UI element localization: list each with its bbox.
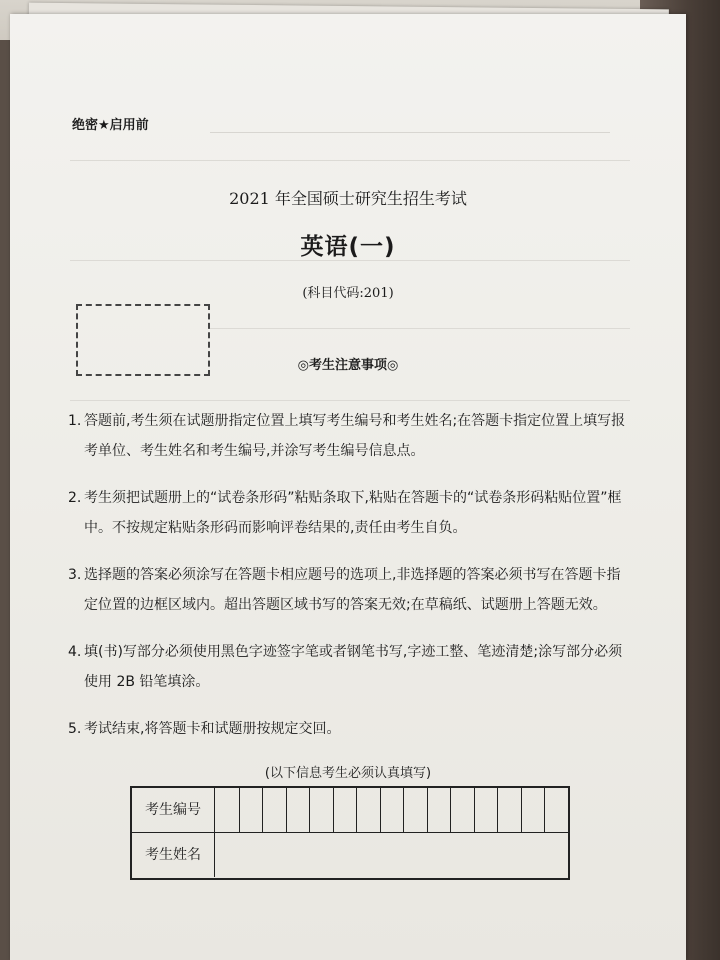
candidate-id-row bbox=[132, 788, 568, 833]
candidate-id-digit-field[interactable] bbox=[263, 788, 287, 832]
candidate-id-cells bbox=[216, 788, 568, 832]
candidate-id-digit-field[interactable] bbox=[287, 788, 311, 832]
candidate-id-digit-field[interactable] bbox=[216, 788, 240, 832]
notice-item-text: 考试结束,将答题卡和试题册按规定交回。 bbox=[84, 721, 341, 737]
candidate-id-digit-field[interactable] bbox=[334, 788, 358, 832]
notice-item-number: 4. bbox=[68, 644, 82, 660]
bleed-through-line bbox=[210, 118, 610, 133]
candidate-id-digit-field[interactable] bbox=[522, 788, 546, 832]
candidate-id-digit-field[interactable] bbox=[357, 788, 381, 832]
notice-item bbox=[68, 637, 628, 697]
notice-item bbox=[68, 714, 628, 744]
notice-item-text: 考生须把试题册上的“试卷条形码”粘贴条取下,粘贴在答题卡的“试卷条形码粘贴位置”框中。不按规定粘贴条形码而影响评卷结果的,责任由考生自负。 bbox=[84, 490, 622, 536]
exam-title: 2021 年全国硕士研究生招生考试 bbox=[229, 189, 467, 208]
candidate-id-digit-field[interactable] bbox=[498, 788, 522, 832]
bleed-through-line bbox=[70, 146, 630, 161]
notice-item-text: 选择题的答案必须涂写在答题卡相应题号的选项上,非选择题的答案必须书写在答题卡指定位置的边框区域内。超出答题区域书写的答案无效;在草稿纸、试题册上答题无效。 bbox=[84, 567, 621, 613]
candidate-name-field[interactable] bbox=[216, 833, 568, 877]
exam-cover-page bbox=[10, 14, 686, 960]
candidate-id-digit-field[interactable] bbox=[404, 788, 428, 832]
bleed-through-line bbox=[70, 386, 630, 401]
candidate-info-table bbox=[130, 786, 570, 880]
subject-code: (科目代码:201) bbox=[302, 286, 394, 301]
candidate-id-digit-field[interactable] bbox=[451, 788, 475, 832]
notice-list bbox=[68, 406, 628, 761]
candidate-name-row bbox=[132, 833, 568, 877]
bleed-through-line bbox=[210, 314, 630, 329]
notice-item bbox=[68, 483, 628, 543]
candidate-id-digit-field[interactable] bbox=[310, 788, 334, 832]
candidate-id-digit-field[interactable] bbox=[428, 788, 452, 832]
notice-item-text: 填(书)写部分必须使用黑色字迹签字笔或者钢笔书写,字迹工整、笔迹清楚;涂写部分必须使用 2B 铅笔填涂。 bbox=[84, 644, 623, 690]
candidate-id-digit-field[interactable] bbox=[545, 788, 568, 832]
notice-item-number: 2. bbox=[68, 490, 82, 506]
notice-item-number: 3. bbox=[68, 567, 82, 583]
notice-item-number: 1. bbox=[68, 413, 82, 429]
candidate-name-label: 考生姓名 bbox=[132, 833, 215, 877]
exam-subject: 英语(一) bbox=[300, 234, 396, 260]
candidate-id-label: 考生编号 bbox=[132, 788, 215, 832]
notice-item bbox=[68, 560, 628, 620]
notice-heading: ◎考生注意事项◎ bbox=[297, 358, 399, 373]
notice-item-number: 5. bbox=[68, 721, 82, 737]
notice-item-text: 答题前,考生须在试题册指定位置上填写考生编号和考生姓名;在答题卡指定位置上填写报考单位、考生姓名和考生编号,并涂写考生编号信息点。 bbox=[84, 413, 626, 459]
candidate-id-digit-field[interactable] bbox=[240, 788, 264, 832]
form-instruction: (以下信息考生必须认真填写) bbox=[264, 766, 432, 781]
confidential-label: 绝密★启用前 bbox=[72, 118, 149, 133]
candidate-id-digit-field[interactable] bbox=[475, 788, 499, 832]
notice-item bbox=[68, 406, 628, 466]
candidate-id-digit-field[interactable] bbox=[381, 788, 405, 832]
